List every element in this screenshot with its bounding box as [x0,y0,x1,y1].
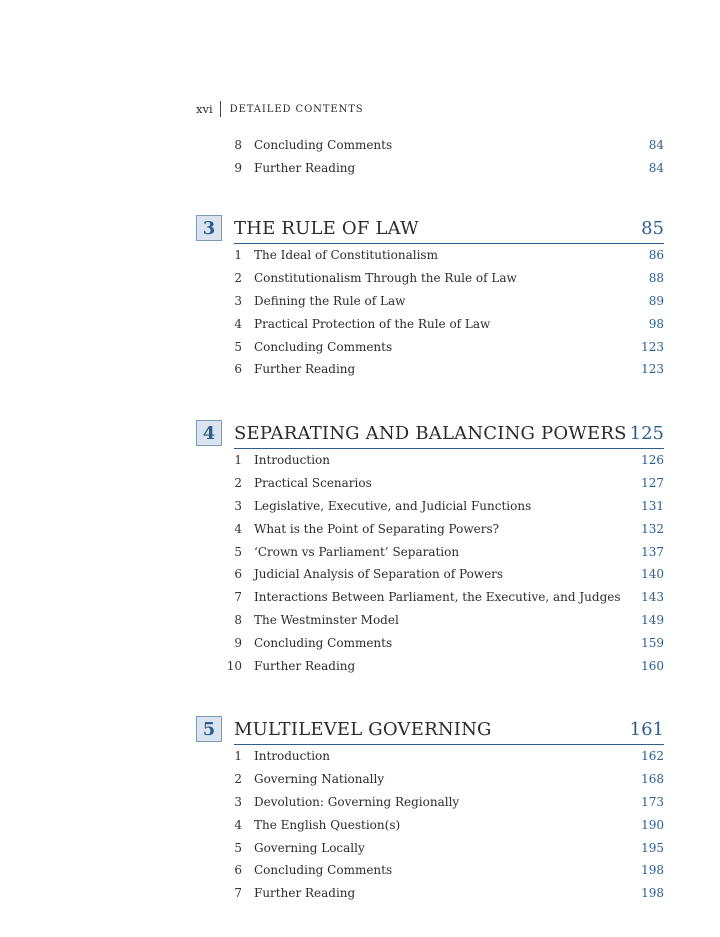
section-title: Devolution: Governing Regionally [254,794,460,809]
toc-row[interactable] [234,358,664,381]
section-number: 4 [234,521,242,536]
section-page: 159 [641,636,664,651]
section-page: 140 [641,567,664,582]
section-page: 86 [648,248,664,262]
section-title: Judicial Analysis of Separation of Powers [254,567,504,582]
section-title: Concluding Comments [254,636,393,651]
section-title: The English Question(s) [254,817,401,832]
toc-row[interactable] [234,336,664,359]
section-number: 6 [234,567,242,582]
section-title: ‘Crown vs Parliament’ Separation [254,544,460,559]
section-page: 162 [641,749,664,763]
toc-row[interactable] [234,814,664,837]
toc-row[interactable] [234,859,664,882]
section-number: 9 [234,636,242,651]
section-title: Concluding Comments [254,863,393,878]
section-title: Interactions Between Parliament, the Executive, and Judges [254,590,621,605]
toc-row[interactable] [234,134,664,157]
chapter-section-list [234,244,664,381]
section-page: 123 [641,362,664,377]
toc-row[interactable] [234,586,664,609]
section-number: 2 [234,771,242,786]
section-number: 8 [234,138,242,152]
section-title: Practical Protection of the Rule of Law [254,316,491,331]
chapter-title[interactable]: MULTILEVEL GOVERNING [234,719,492,740]
chapter-page: 125 [629,423,664,444]
section-number: 3 [234,293,242,308]
section-title: Governing Nationally [254,771,385,786]
section-number: 1 [234,248,242,262]
toc-row[interactable] [234,267,664,290]
chapter-number-badge: 4 [196,420,222,446]
section-title: Further Reading [254,362,356,377]
toc-row[interactable] [234,632,664,655]
section-page: 160 [641,659,664,674]
chapter-section-list [226,449,664,678]
toc-row[interactable] [234,313,664,336]
section-number: 6 [234,362,242,377]
chapter-section-list [234,745,664,905]
section-page: 126 [641,453,664,467]
toc-row[interactable] [234,495,664,518]
section-page: 127 [641,475,664,490]
chapter-number-badge: 5 [196,716,222,742]
section-page: 84 [648,160,664,175]
section-title: Legislative, Executive, and Judicial Functions [254,498,532,513]
section-number: 1 [234,453,242,467]
toc-row[interactable] [226,655,664,678]
section-number: 8 [234,613,242,628]
chapter-page: 161 [629,719,664,740]
section-title: Introduction [254,749,330,763]
section-title: Constitutionalism Through the Rule of Law [254,270,517,285]
section-page: 173 [641,794,664,809]
section-number: 9 [234,160,242,175]
toc-row[interactable] [234,837,664,860]
section-page: 89 [648,293,664,308]
section-number: 2 [234,475,242,490]
section-number: 4 [234,316,242,331]
section-page: 88 [648,270,664,285]
section-title: Further Reading [254,160,356,175]
section-number: 5 [234,840,242,855]
section-page: 132 [641,521,664,536]
section-page: 198 [641,863,664,878]
section-title: Further Reading [254,886,356,901]
section-number: 10 [226,659,242,674]
section-title: The Ideal of Constitutionalism [254,248,438,262]
section-page: 149 [641,613,664,628]
toc-row[interactable] [234,449,664,472]
chapter-page: 85 [641,218,664,239]
toc-row[interactable] [234,745,664,768]
section-page: 98 [648,316,664,331]
toc-row[interactable] [234,563,664,586]
section-title: The Westminster Model [254,613,399,628]
section-page: 84 [648,138,664,152]
section-page: 168 [641,771,664,786]
section-number: 7 [234,886,242,901]
section-page: 131 [641,498,664,513]
section-title: Introduction [254,453,330,467]
continued-section-list [234,134,664,180]
section-page: 123 [641,339,664,354]
section-page: 137 [641,544,664,559]
toc-row[interactable] [234,290,664,313]
chapter-title[interactable]: THE RULE OF LAW [234,218,419,239]
chapter-title[interactable]: SEPARATING AND BALANCING POWERS [234,423,627,444]
section-number: 3 [234,794,242,809]
section-title: Concluding Comments [254,138,393,152]
section-page: 195 [641,840,664,855]
section-number: 6 [234,863,242,878]
chapter-number-badge: 3 [196,215,222,241]
section-title: Defining the Rule of Law [254,293,406,308]
section-title: Practical Scenarios [254,475,372,490]
section-page: 198 [641,886,664,901]
toc-row[interactable] [234,157,664,180]
section-number: 5 [234,339,242,354]
section-page: 143 [641,590,664,605]
toc-row[interactable] [234,768,664,791]
section-number: 1 [234,749,242,763]
toc-row[interactable] [234,518,664,541]
running-header [196,101,364,117]
section-number: 7 [234,590,242,605]
toc-row[interactable] [234,882,664,905]
toc-row[interactable] [234,609,664,632]
header-label: DETAILED CONTENTS [229,103,364,115]
section-number: 3 [234,498,242,513]
section-title: Concluding Comments [254,339,393,354]
section-title: Further Reading [254,659,356,674]
section-number: 5 [234,544,242,559]
toc-row[interactable] [234,244,664,267]
section-title: Governing Locally [254,840,365,855]
header-page-number: xvi [196,102,213,116]
section-page: 190 [641,817,664,832]
section-number: 4 [234,817,242,832]
header-divider [220,101,221,117]
toc-row[interactable] [234,791,664,814]
section-number: 2 [234,270,242,285]
section-title: What is the Point of Separating Powers? [254,521,500,536]
toc-row[interactable] [234,541,664,564]
toc-row[interactable] [234,472,664,495]
